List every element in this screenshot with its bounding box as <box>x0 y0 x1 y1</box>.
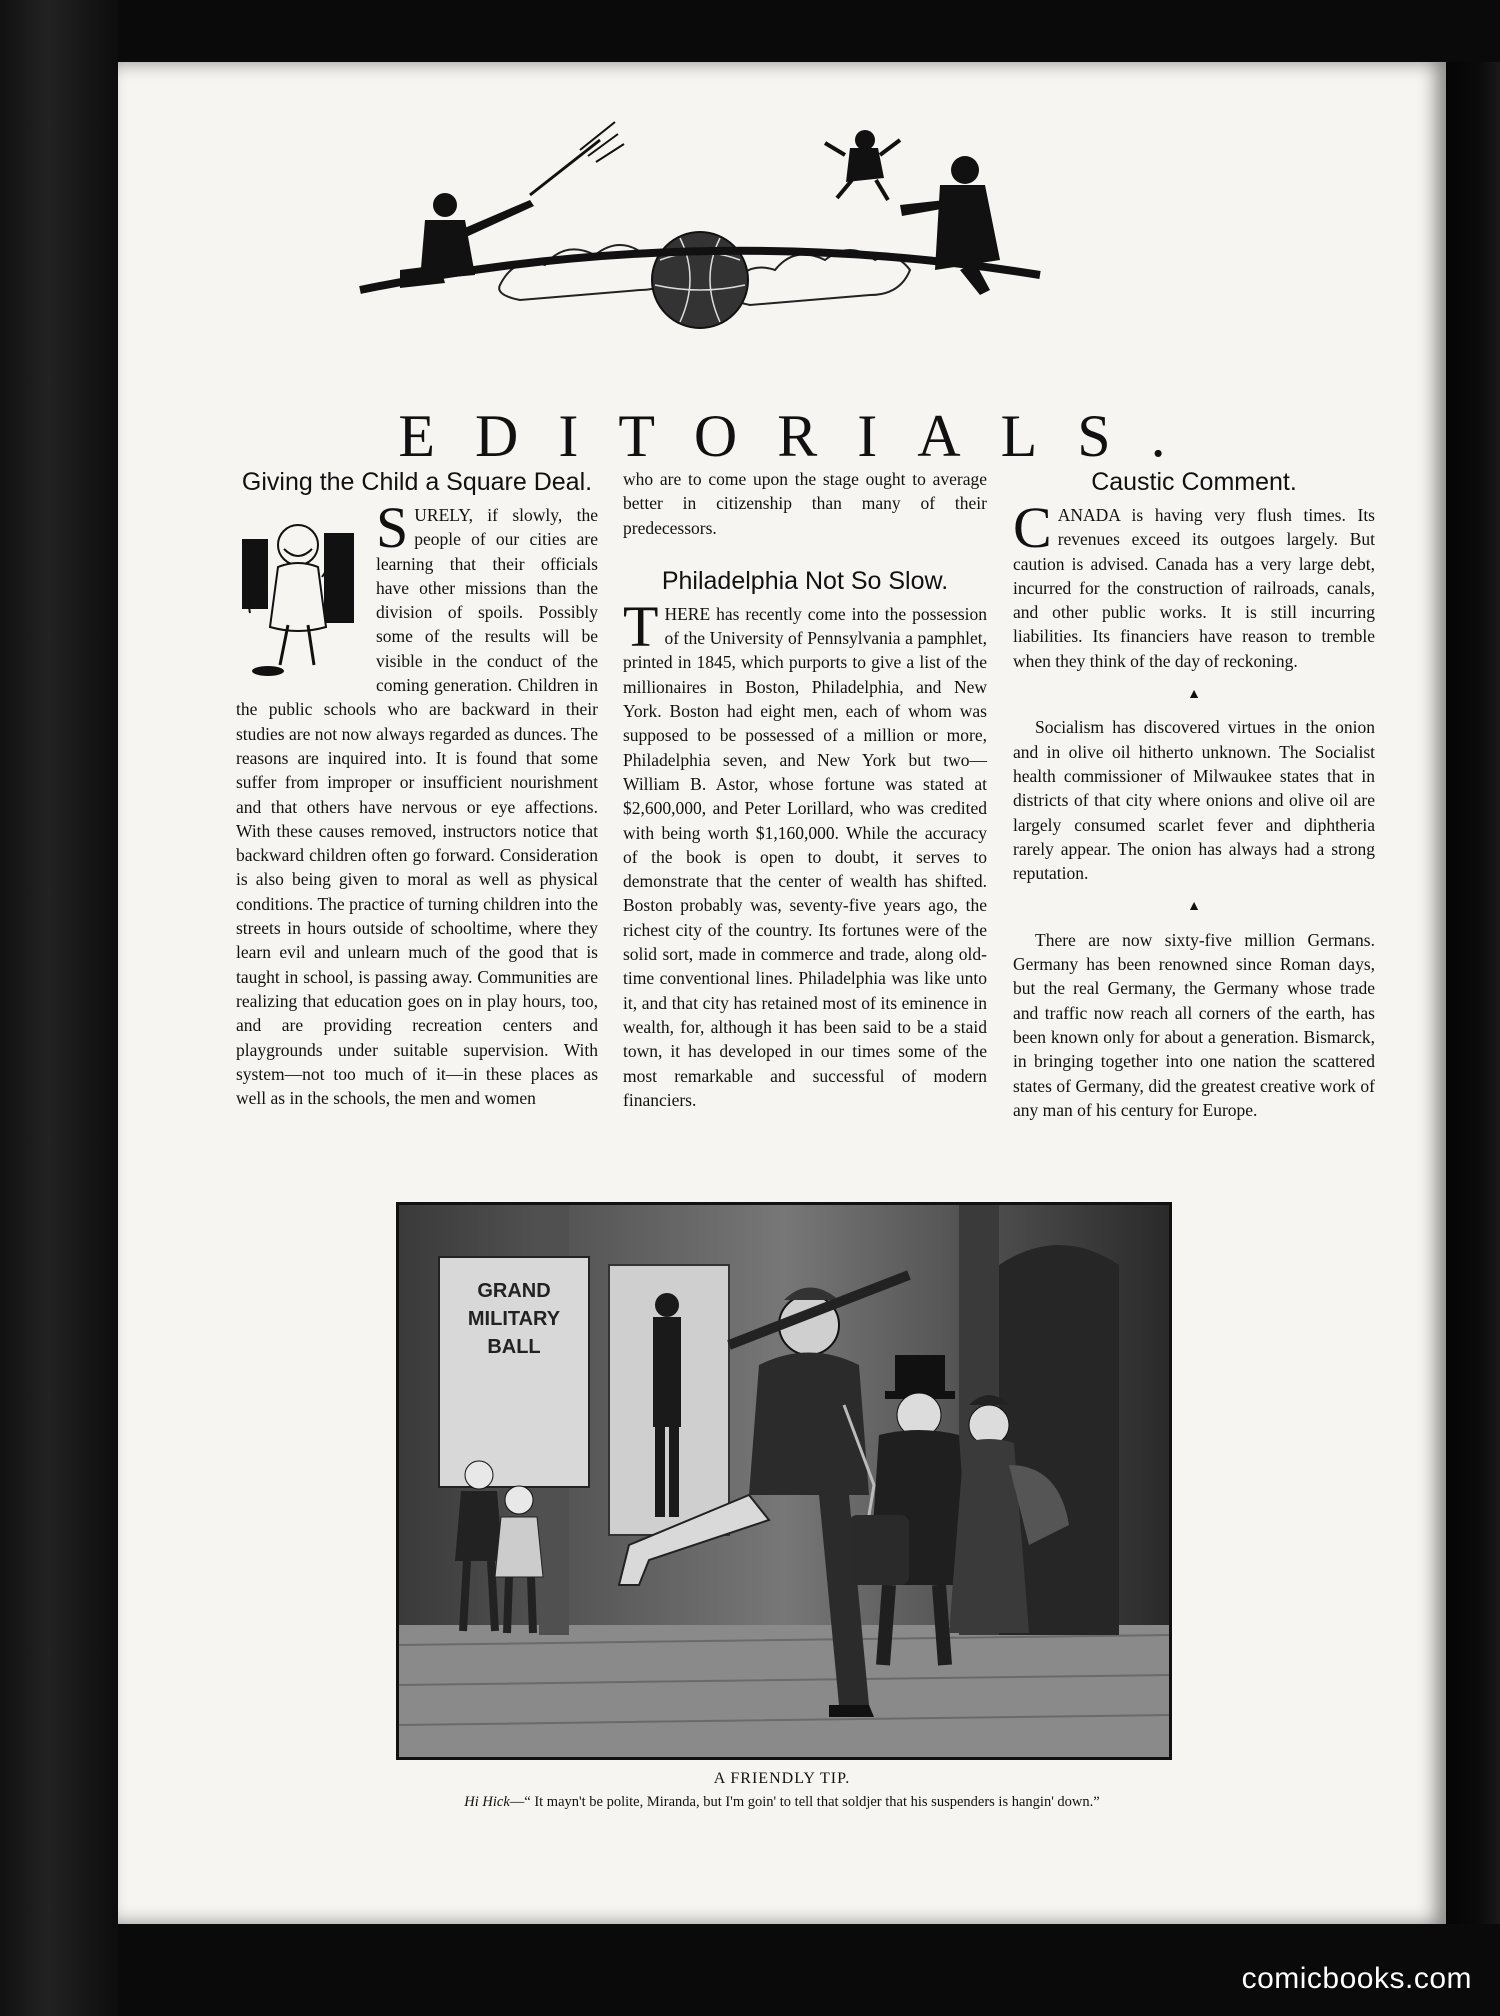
heading-philadelphia: Philadelphia Not So Slow. <box>661 566 949 595</box>
square-deal-text: URELY, if slowly, the people of our cities are learning that their officials have other missions than the division of spoils. Possibly some of the results will be visible in the conduct of the coming generation. Children in the public schools who are backward in their studies are not now always regarded as dunces. The reasons are inquired into. It is found that some suffer from improper or insufficient nourishment and that others have nervous or eye affections. With these causes removed, instructors notice that backward children often go forward. Consideration is also being given to moral as well as physical conditions. The practice of turning children into the streets in hours outside of schooltime, where they learn evil and unlearn much of the good that is taught in school, is passing away. Communities are realizing that education goes on in play hours, too, and are providing recreation centers and playgrounds under suitable supervision. With system—not too much of it—in these places as well as in the schools, the men and women <box>236 505 598 1109</box>
canada-text: ANADA is having very flush times. Its revenues exceed its outgoes largely. But caution is advised. Canada has a very large debt, incurred for the construction of railroads, canals, and other public works. It is still incurring liabilities. Its financiers have reason to tremble when they think of the day of reckoning. <box>1013 505 1375 671</box>
poster-line-2: MILITARY <box>467 1308 561 1330</box>
dropcap-t: T <box>623 593 659 659</box>
dropcap-c: C <box>1013 495 1052 560</box>
dropcap-s: S <box>376 495 409 560</box>
cartoon-illustration <box>396 1202 1172 1760</box>
separator-mark: ▲ <box>1187 899 1201 915</box>
cartoon-drawing <box>399 1205 1169 1757</box>
scan-border-left <box>0 0 118 2016</box>
comment-canada <box>1013 495 1375 673</box>
seesaw-globe-illustration <box>340 110 1060 340</box>
caption-quote: —“ It mayn't be polite, Miranda, but I'm goin' to tell that soldjer that his suspenders is hangin' down.” <box>509 1794 1100 1810</box>
site-watermark: comicbooks.com <box>1241 1962 1472 1995</box>
column-right <box>1013 467 1375 1122</box>
comment-socialism: Socialism has discovered virtues in the onion and in olive oil hitherto unknown. The Socialist health commissioner of Milwaukee states that in districts of that city where onions and olive oil are largely consumed scarlet fever and diphtheria rarely appear. The onion has always had a strong reputation. <box>1013 717 1375 884</box>
continued-text: who are to come upon the stage ought to average better in citizenship than many of their predecessors. <box>623 469 987 538</box>
comment-germans: There are now sixty-five million Germans. Germany has been renowned since Roman days, but the real Germany, the Germany whose trade and traffic now reach all corners of the earth, has been known only for about a generation. Bismarck, in bringing together into one nation the scattered states of Germany, did the greatest creative work of any man of his century for Europe. <box>1013 929 1375 1120</box>
cartoon-caption <box>118 1794 1446 1811</box>
poster-line-1: GRAND <box>477 1280 551 1302</box>
philadelphia-text: HERE has recently come into the possession of the University of Pennsylvania a pamphlet, printed in 1845, which purports to give a list of the millionaires in Boston, Philadelphia, and New York. Boston had eight men, each of whom was supposed to be possessed of a million or more, Philadelphia seven, and New York but two—William B. Astor, whose fortune was stated at $2,600,000, and Peter Lorillard, who was credited with being worth $1,160,000. While the accuracy of the book is open to doubt, it serves to demonstrate that the center of wealth has shifted. Boston probably was, seventy-five years ago, the richest city of the country. Its fortunes were of the solid sort, made in commerce and trade, along old-time conventional lines. Philadelphia was like unto it, and that city has retained most of its eminence in wealth, for, although it has been said to be a staid town, it has developed in our times some of the most remarkable and successful of modern financiers. <box>623 603 987 1110</box>
heading-square-deal: Giving the Child a Square Deal. <box>241 468 593 496</box>
column-middle <box>623 467 987 1112</box>
caricature-figure-illustration <box>236 507 366 683</box>
cartoon-title: A FRIENDLY TIP. <box>713 1770 851 1787</box>
separator-mark: ▲ <box>1187 687 1201 703</box>
heading-caustic-comment: Caustic Comment. <box>1091 468 1297 496</box>
magazine-page <box>118 62 1446 1924</box>
column-left <box>236 467 598 1110</box>
poster-line-3: BALL <box>487 1336 541 1358</box>
scan-border-right <box>1446 62 1500 1924</box>
caption-speaker: Hi Hick <box>464 1794 510 1810</box>
article-body-philadelphia <box>623 593 987 1112</box>
masthead-title: EDITORIALS. <box>398 403 1206 469</box>
